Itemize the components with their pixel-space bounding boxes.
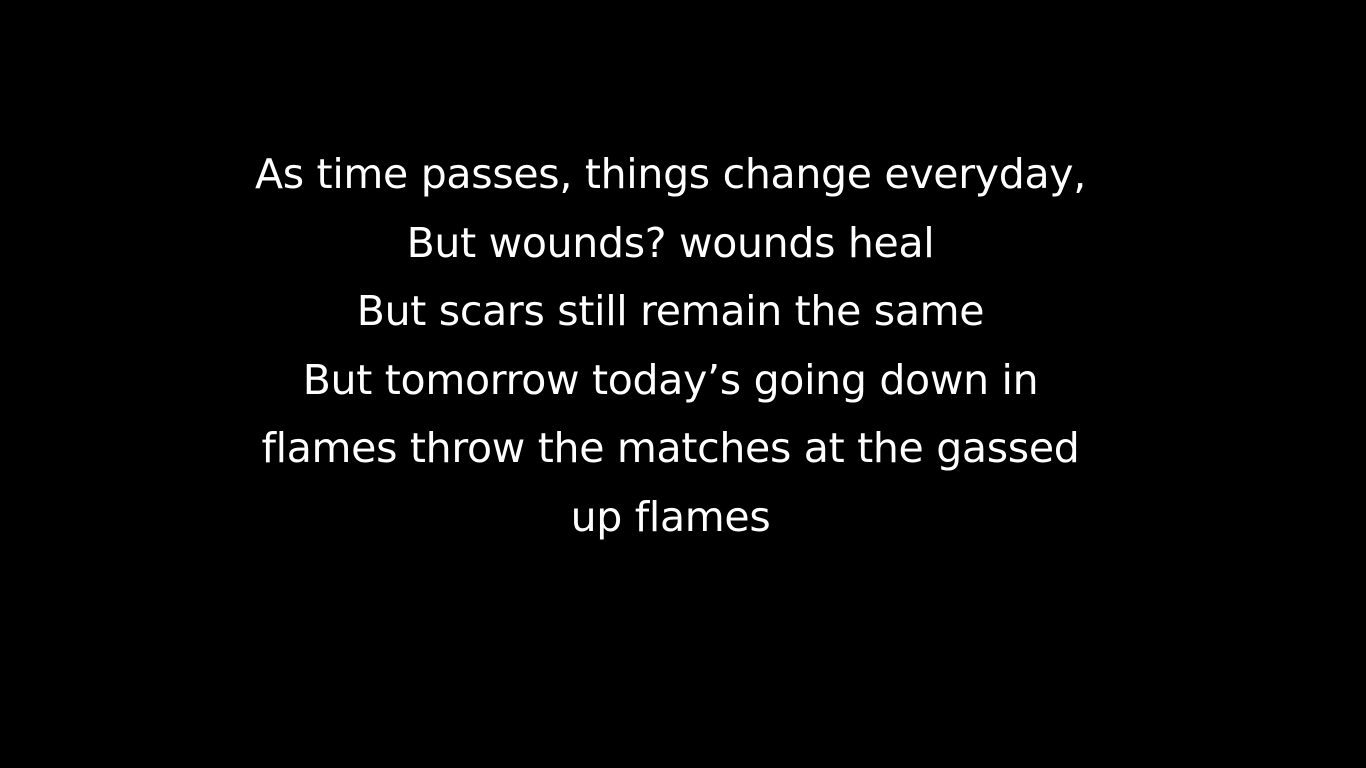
lyric-line-6: up flames xyxy=(570,492,771,541)
lyric-line-4: But tomorrow today’s going down in xyxy=(302,355,1039,404)
lyric-line-1: As time passes, things change everyday, xyxy=(255,150,1086,198)
lyric-line-3: But scars still remain the same xyxy=(356,287,985,336)
lyrics-block xyxy=(0,140,1341,552)
lyric-line-5: flames throw the matches at the gassed xyxy=(261,424,1080,473)
lyric-line-2: But wounds? wounds heal xyxy=(406,218,935,267)
